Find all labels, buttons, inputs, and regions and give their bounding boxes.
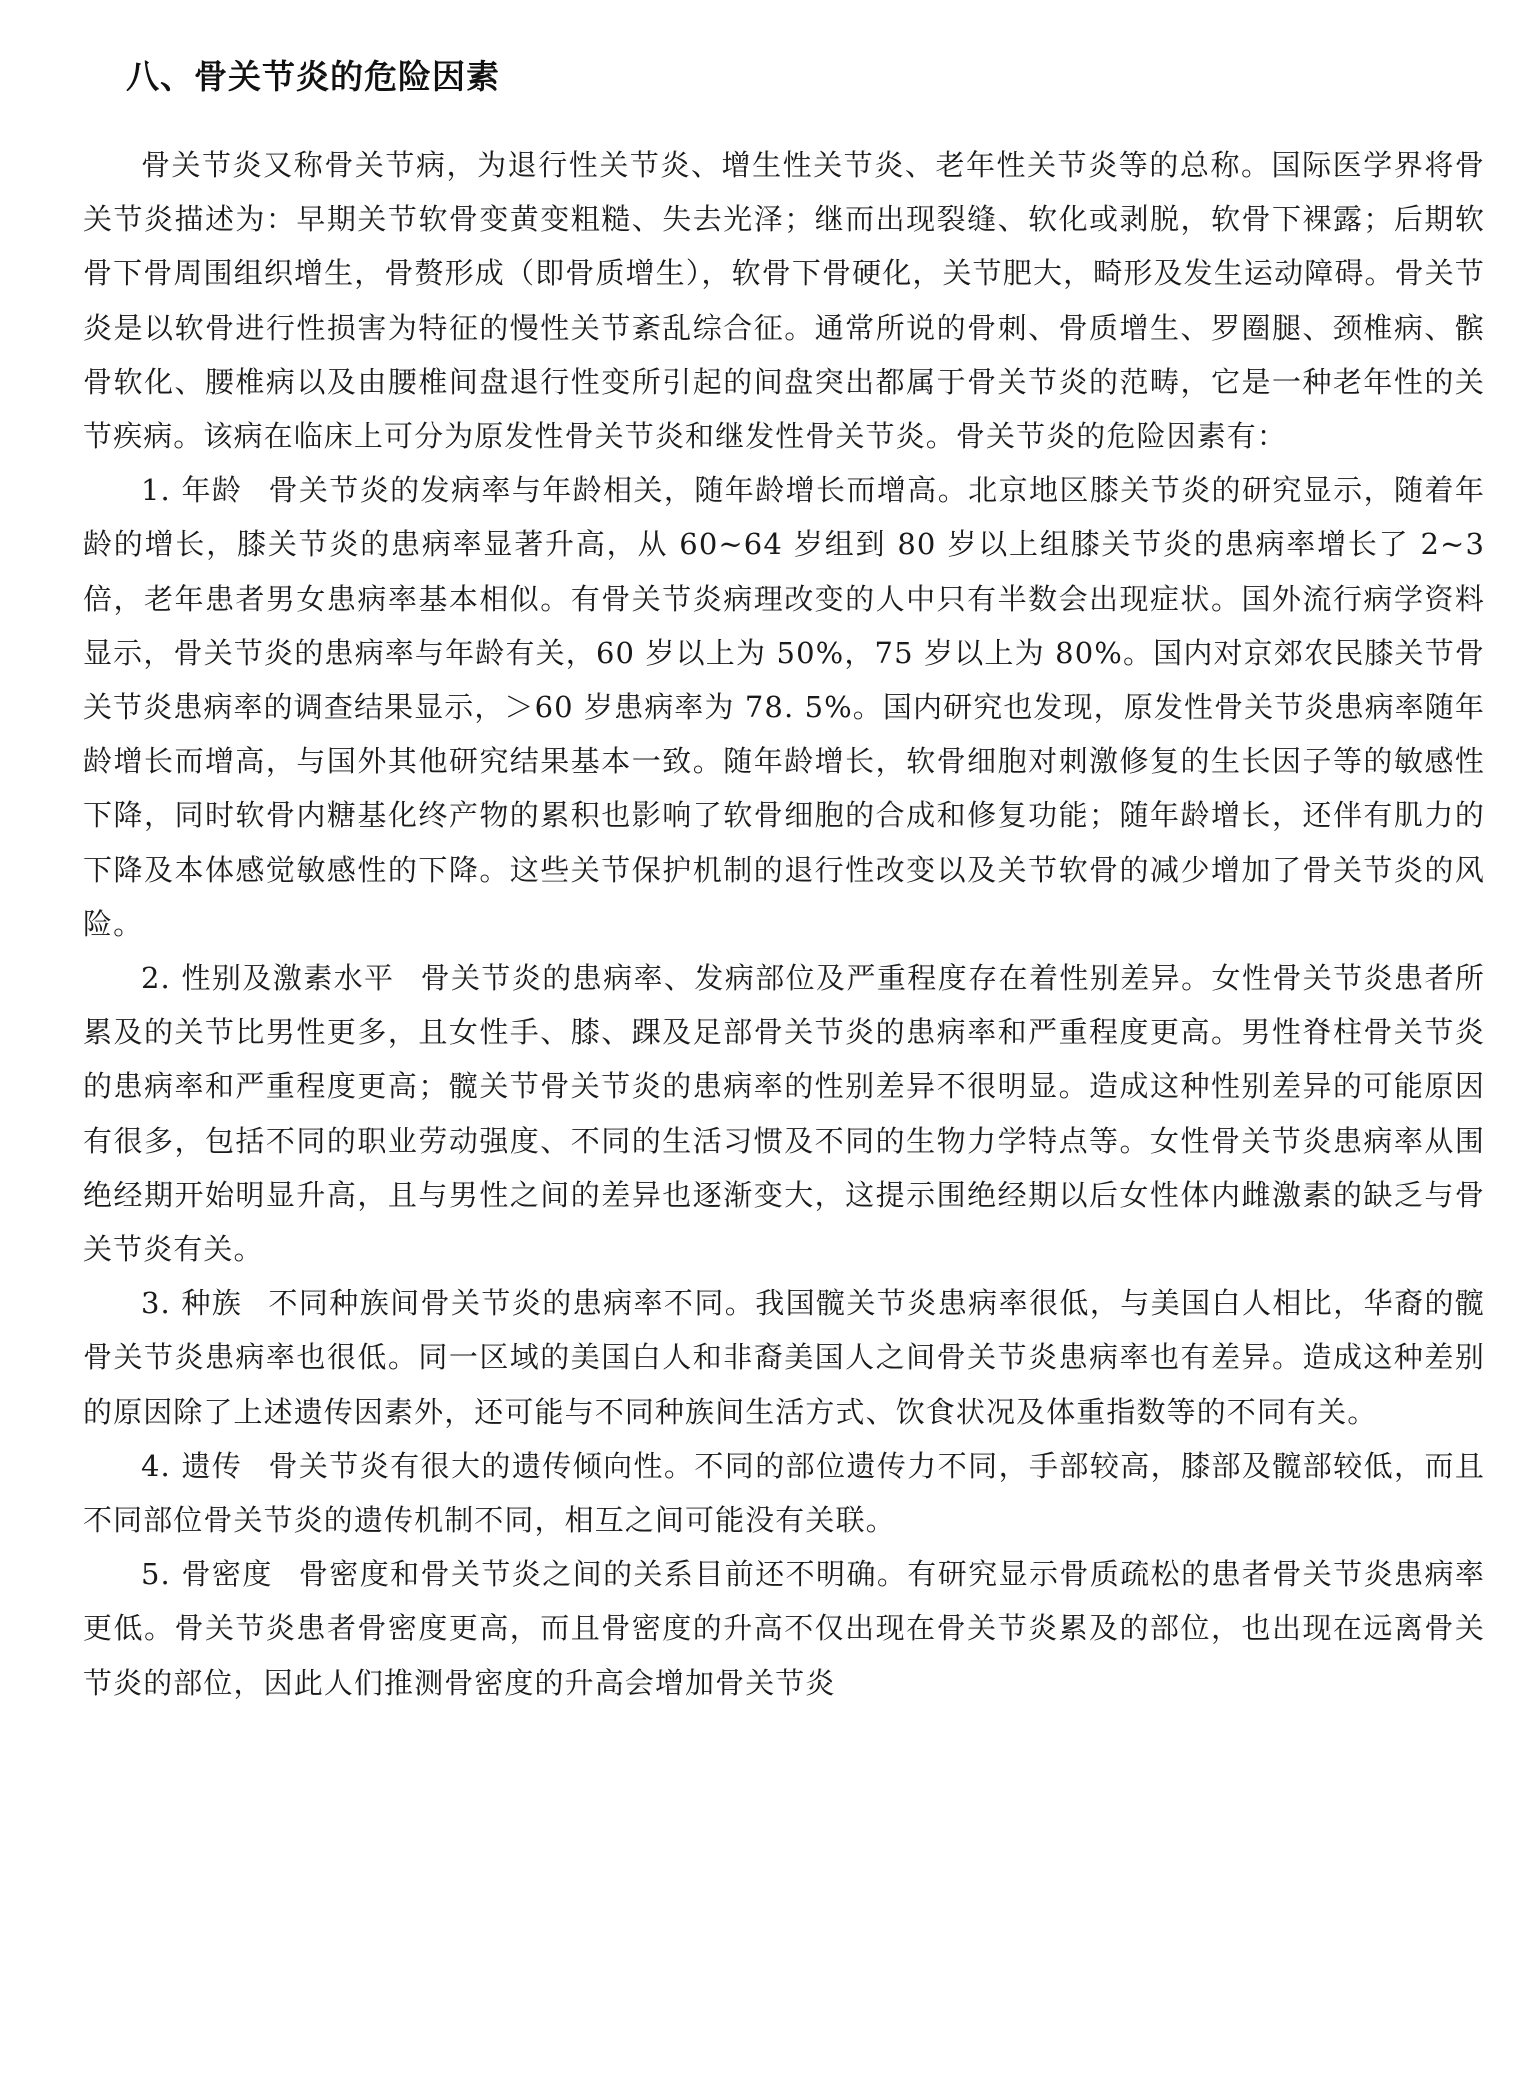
factor-paragraph-race — [83, 1276, 1485, 1439]
intro-paragraph: 骨关节炎又称骨关节病，为退行性关节炎、增生性关节炎、老年性关节炎等的总称。国际医学界将骨关节炎描述为：早期关节软骨变黄变粗糙、失去光泽；继而出现裂缝、软化或剥脱，软骨下裸露；后期软骨下骨周围组织增生，骨赘形成（即骨质增生），软骨下骨硬化，关节肥大，畸形及发生运动障碍。骨关节炎是以软骨进行性损害为特征的慢性关节紊乱综合征。通常所说的骨刺、骨质增生、罗圈腿、颈椎病、髌骨软化、腰椎病以及由腰椎间盘退行性变所引起的间盘突出都属于骨关节炎的范畴，它是一种老年性的关节疾病。该病在临床上可分为原发性骨关节炎和继发性骨关节炎。骨关节炎的危险因素有： — [83, 148, 1485, 454]
document-body — [83, 138, 1485, 1710]
factor-paragraph-gender-hormone — [83, 951, 1485, 1276]
factor-text-age: 骨关节炎的发病率与年龄相关，随年龄增长而增高。北京地区膝关节炎的研究显示，随着年龄的增长，膝关节炎的患病率显著升高，从 60~64 岁组到 80 岁以上组膝关节炎的患病率增长了 2~3 倍，老年患者男女患病率基本相似。有骨关节炎病理改变的人中只有半数会出现症状。国外流行病学资料显示，骨关节炎的患病率与年龄有关，60 岁以上为 50%，75 岁以上为 80%。国内对京郊农民膝关节骨关节炎患病率的调查结果显示，＞60 岁患病率为 78. 5%。国内研究也发现，原发性骨关节炎患病率随年龄增长而增高，与国外其他研究结果基本一致。随年龄增长，软骨细胞对刺激修复的生长因子等的敏感性下降，同时软骨内糖基化终产物的累积也影响了软骨细胞的合成和修复功能；随年龄增长，还伴有肌力的下降及本体感觉敏感性的下降。这些关节保护机制的退行性改变以及关节软骨的减少增加了骨关节炎的风险。 — [83, 473, 1485, 941]
factor-text-bone-density: 骨密度和骨关节炎之间的关系目前还不明确。有研究显示骨质疏松的患者骨关节炎患病率更低。骨关节炎患者骨密度更高，而且骨密度的升高不仅出现在骨关节炎累及的部位，也出现在远离骨关节炎的部位，因此人们推测骨密度的升高会增加骨关节炎 — [83, 1557, 1485, 1700]
factor-paragraph-age — [83, 463, 1485, 951]
factor-paragraph-bone-density — [83, 1547, 1485, 1710]
factor-heading-genetics: 4. 遗传 — [141, 1448, 243, 1483]
factor-heading-bone-density: 5. 骨密度 — [141, 1557, 273, 1592]
factor-text-gender-hormone: 骨关节炎的患病率、发病部位及严重程度存在着性别差异。女性骨关节炎患者所累及的关节比男性更多，且女性手、膝、踝及足部骨关节炎的患病率和严重程度更高。男性脊柱骨关节炎的患病率和严重程度更高；髋关节骨关节炎的患病率的性别差异不很明显。造成这种性别差异的可能原因有很多，包括不同的职业劳动强度、不同的生活习惯及不同的生物力学特点等。女性骨关节炎患病率从围绝经期开始明显升高，且与男性之间的差异也逐渐变大，这提示围绝经期以后女性体内雌激素的缺乏与骨关节炎有关。 — [83, 961, 1485, 1267]
factor-paragraph-genetics — [83, 1439, 1485, 1547]
factor-heading-race: 3. 种族 — [141, 1286, 243, 1321]
factor-text-race: 不同种族间骨关节炎的患病率不同。我国髋关节炎患病率很低，与美国白人相比，华裔的髋骨关节炎患病率也很低。同一区域的美国白人和非裔美国人之间骨关节炎患病率也有差异。造成这种差别的原因除了上述遗传因素外，还可能与不同种族间生活方式、饮食状况及体重指数等的不同有关。 — [83, 1286, 1485, 1429]
factor-heading-age: 1. 年龄 — [141, 473, 243, 508]
factor-text-genetics: 骨关节炎有很大的遗传倾向性。不同的部位遗传力不同，手部较高，膝部及髋部较低，而且不同部位骨关节炎的遗传机制不同，相互之间可能没有关联。 — [83, 1448, 1485, 1538]
factor-heading-gender-hormone: 2. 性别及激素水平 — [141, 961, 395, 996]
section-heading: 八、骨关节炎的危险因素 — [126, 57, 500, 96]
